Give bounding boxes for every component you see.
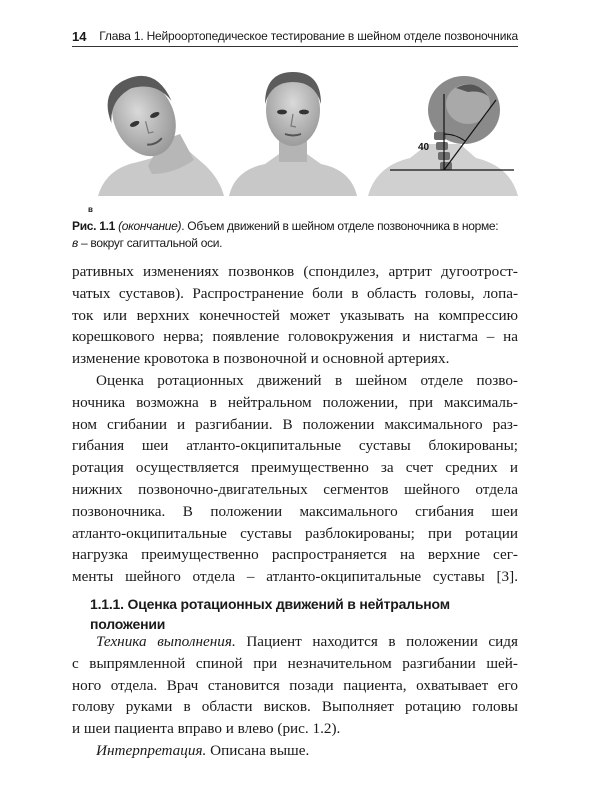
spine-rotation-diagram bbox=[364, 70, 518, 196]
text-line: с выпрямленной спиной при незначительном разгибании шей- bbox=[72, 654, 518, 672]
angle-label: 40 bbox=[418, 142, 430, 153]
text-line: корешкового нерва; появление головокружения и нистагма – на bbox=[72, 328, 518, 346]
text-line: чатых суставов). Распространение боли в область головы, лопа- bbox=[72, 284, 518, 302]
text-line: ративных изменениях позвонков (спондилез, артрит дугоотрост- bbox=[72, 263, 518, 280]
text-line: изменение кровотока в позвоночной и основной артериях. bbox=[72, 350, 450, 368]
technique-paragraph bbox=[72, 631, 518, 762]
figure-caption bbox=[72, 218, 522, 252]
caption-text: . Объем движений в шейном отделе позвоночника в норме: bbox=[181, 219, 499, 233]
section-heading-line: 1.1.1. Оценка ротационных движений в нейтральном bbox=[90, 596, 450, 612]
paragraph-2 bbox=[72, 370, 518, 588]
text-line: нижних позвоночно-двигательных сегментов шейного отдела bbox=[72, 480, 518, 498]
technique-first-line bbox=[72, 631, 518, 653]
technique-label: Техника выполнения. bbox=[96, 633, 236, 650]
text-line: ток или верхних конечностей может указывать на компрессию bbox=[72, 306, 518, 324]
caption-rest: – вокруг сагиттальной оси. bbox=[77, 236, 223, 250]
caption-label: Рис. 1.1 bbox=[72, 219, 116, 233]
text-line: ного отдела. Врач становится позади пациента, охватывает его bbox=[72, 676, 518, 694]
text-line: ночника возможна в нейтральном положении, при максималь- bbox=[72, 393, 518, 411]
section-heading-line: положении bbox=[90, 616, 166, 632]
paragraph-1 bbox=[72, 261, 518, 370]
interpretation-line bbox=[72, 740, 518, 762]
text-line: гибания шеи атланто-окципитальные суставы блокированы; bbox=[72, 437, 518, 455]
text-line: Оценка ротационных движений в шейном отделе позво- bbox=[96, 372, 518, 389]
text-line: голову руками в области висков. Выполняет ротацию головы bbox=[72, 698, 518, 716]
text-line: менты шейного отдела – атланто-окципитальные суставы [3]. bbox=[72, 568, 518, 586]
caption-sub: в bbox=[72, 236, 78, 250]
caption-paren: (окончание) bbox=[118, 219, 182, 233]
text-line: ном сгибании и разгибании. В положении максимального раз- bbox=[72, 415, 518, 433]
text-line: ротация осуществляется преимущественно за счет средних и bbox=[72, 459, 518, 477]
technique-first-rest: Пациент находится в положении сидя bbox=[235, 633, 518, 650]
photo-head-neutral bbox=[229, 70, 357, 196]
section-heading bbox=[90, 594, 510, 634]
interpretation-rest: Описана выше. bbox=[206, 741, 310, 759]
photo-head-tilt bbox=[88, 70, 224, 196]
running-header bbox=[72, 28, 518, 47]
text-line: атланто-окципитальные суставы разблокированы; при ротации bbox=[72, 524, 518, 542]
page-number: 14 bbox=[72, 29, 87, 44]
text-line: и шеи пациента вправо и влево (рис. 1.2). bbox=[72, 720, 341, 738]
figure-sub-label: в bbox=[88, 205, 93, 214]
text-line: позвоночника. В положении максимального сгибания шеи bbox=[72, 502, 518, 520]
chapter-title: Глава 1. Нейроортопедическое тестирование в шейном отделе позвоночника bbox=[99, 29, 518, 43]
figure-1-1 bbox=[88, 70, 518, 198]
interpretation-label: Интерпретация. bbox=[96, 741, 207, 759]
text-line: нагрузка преимущественно распространяется на верхние сег- bbox=[72, 546, 518, 564]
